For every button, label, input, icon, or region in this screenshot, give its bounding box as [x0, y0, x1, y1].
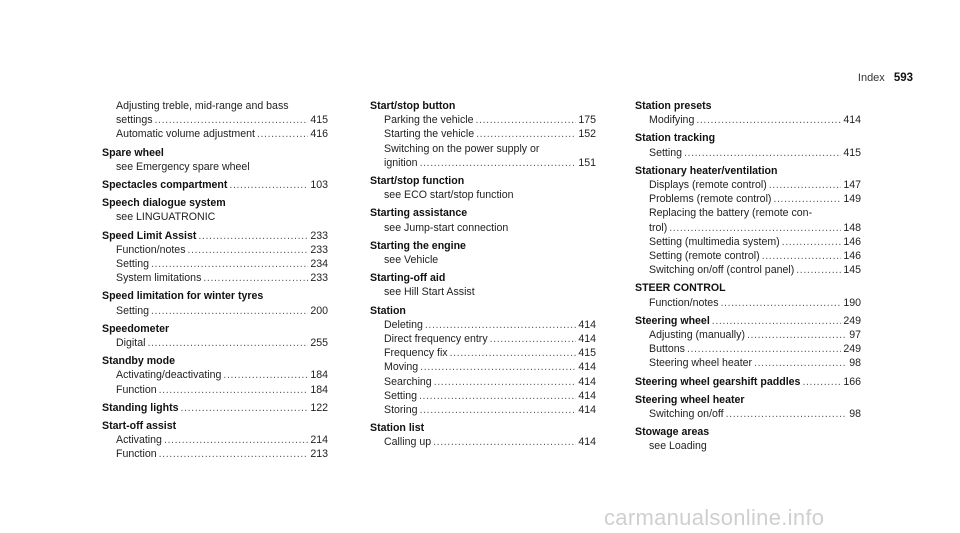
dot-leader — [433, 435, 576, 449]
index-entry — [370, 174, 596, 202]
index-entry-text: Switching on/off (control panel) — [649, 264, 795, 277]
index-heading — [370, 239, 596, 253]
page-reference: 414 — [578, 389, 596, 402]
index-entry-text: Setting — [384, 389, 417, 402]
index-entry-text: Starting the vehicle — [384, 128, 475, 141]
index-entry-text: Stowage areas — [635, 426, 710, 439]
index-entry — [102, 401, 328, 415]
watermark-text: carmanualsonline.info — [604, 505, 825, 530]
dot-leader — [796, 263, 841, 277]
index-heading — [370, 206, 596, 220]
index-entry-text: see Hill Start Assist — [384, 286, 475, 299]
index-entry-text: Setting — [116, 258, 149, 271]
page-reference: 415 — [843, 146, 861, 159]
page-reference: 145 — [843, 264, 861, 277]
index-entry-text: see LINGUATRONIC — [116, 211, 216, 224]
index-entry-text: Digital — [116, 337, 146, 350]
dot-leader — [147, 336, 308, 350]
index-entry-text: Adjusting (manually) — [649, 329, 745, 342]
page-reference: 184 — [310, 383, 328, 396]
index-heading — [102, 419, 328, 433]
page-reference: 98 — [849, 408, 861, 421]
index-entry-text: Steering wheel — [635, 314, 710, 327]
index-entry-text: settings — [116, 114, 153, 127]
index-subentry — [635, 192, 861, 206]
page-reference: 249 — [843, 343, 861, 356]
index-subentry — [102, 127, 328, 141]
page-reference: 98 — [849, 357, 861, 370]
index-entry — [102, 178, 328, 192]
index-heading — [635, 164, 861, 178]
dot-leader — [669, 221, 841, 235]
index-entry-text: Setting — [116, 304, 149, 317]
index-heading — [635, 99, 861, 113]
index-entry-text: Standing lights — [102, 401, 179, 414]
index-heading — [102, 178, 328, 192]
page-reference: 414 — [578, 318, 596, 331]
index-heading — [370, 174, 596, 188]
page-reference: 149 — [843, 193, 861, 206]
page-reference: 414 — [578, 436, 596, 449]
index-entry-text: Storing — [384, 404, 418, 417]
index-entry-text: Automatic volume adjustment — [116, 128, 255, 141]
dot-leader — [159, 447, 309, 461]
dot-leader — [419, 389, 576, 403]
index-heading — [102, 289, 328, 303]
index-entry — [102, 289, 328, 317]
index-entry-text: Setting (multimedia system) — [649, 235, 780, 248]
page-reference: 414 — [578, 333, 596, 346]
page-reference: 200 — [310, 304, 328, 317]
index-subentry — [370, 332, 596, 346]
index-column-2 — [370, 99, 596, 454]
page-reference: 190 — [843, 296, 861, 309]
index-entry — [370, 304, 596, 418]
dot-leader — [151, 304, 308, 318]
dot-leader — [151, 257, 308, 271]
page-reference: 415 — [578, 347, 596, 360]
index-subentry — [635, 178, 861, 192]
index-subentry — [102, 113, 328, 127]
index-entry — [370, 239, 596, 267]
index-entry — [102, 146, 328, 174]
index-entry-text: STEER CONTROL — [635, 282, 726, 295]
dot-leader — [203, 271, 308, 285]
index-entry-text: Station — [370, 304, 406, 317]
page-reference: 414 — [843, 114, 861, 127]
dot-leader — [476, 127, 576, 141]
index-entry — [102, 99, 328, 142]
index-subentry — [370, 318, 596, 332]
index-subentry — [370, 285, 596, 299]
index-entry-text: Steering wheel heater — [649, 357, 753, 370]
page-reference: 151 — [578, 156, 596, 169]
index-entry — [635, 393, 861, 421]
index-entry — [370, 271, 596, 299]
index-entry — [635, 375, 861, 389]
index-entry-text: Searching — [384, 375, 432, 388]
index-entry-text: Standby mode — [102, 355, 175, 368]
index-entry-text: see Emergency spare wheel — [116, 160, 250, 173]
index-entry-text: see Jump-start connection — [384, 221, 509, 234]
page-reference: 233 — [310, 229, 328, 242]
dot-leader — [425, 318, 576, 332]
dot-leader — [164, 433, 308, 447]
dot-leader — [769, 178, 842, 192]
index-heading — [102, 401, 328, 415]
dot-leader — [712, 314, 842, 328]
dot-leader — [754, 356, 847, 370]
index-subentry — [102, 243, 328, 257]
index-entry-text: see Loading — [649, 440, 707, 453]
index-entry-text: Spectacles compartment — [102, 179, 228, 192]
index-heading — [370, 421, 596, 435]
index-entry-text: Starting assistance — [370, 207, 468, 220]
index-subentry — [102, 99, 328, 113]
dot-leader — [181, 401, 309, 415]
page-reference: 234 — [310, 258, 328, 271]
index-heading — [635, 375, 861, 389]
index-column-3 — [635, 99, 861, 458]
index-entry-text: Starting the engine — [370, 239, 466, 252]
index-subentry — [635, 296, 861, 310]
page-reference: 414 — [578, 375, 596, 388]
index-entry — [635, 164, 861, 278]
index-entry-text: Steering wheel gearshift paddles — [635, 375, 801, 388]
index-subentry — [102, 447, 328, 461]
dot-leader — [762, 249, 842, 263]
index-heading — [102, 354, 328, 368]
page-reference: 175 — [578, 114, 596, 127]
index-entry-text: Parking the vehicle — [384, 114, 474, 127]
index-entry-text: Switching on/off — [649, 408, 724, 421]
index-entry-text: Replacing the battery (remote con- — [649, 207, 813, 220]
index-entry — [370, 206, 596, 234]
index-entry-text: Direct frequency entry — [384, 333, 488, 346]
index-subentry — [635, 146, 861, 160]
index-subentry — [370, 142, 596, 156]
index-entry-text: Displays (remote control) — [649, 179, 767, 192]
dot-leader — [696, 113, 841, 127]
index-entry-text: ignition — [384, 156, 418, 169]
index-entry-text: Speech dialogue system — [102, 197, 226, 210]
index-subentry — [102, 160, 328, 174]
index-heading — [635, 131, 861, 145]
index-entry-text: Frequency fix — [384, 347, 448, 360]
index-entry — [102, 196, 328, 224]
index-entry-text: Speed Limit Assist — [102, 229, 197, 242]
index-entry-text: Moving — [384, 361, 419, 374]
index-entry — [635, 99, 861, 127]
index-entry-text: see ECO start/stop function — [384, 189, 514, 202]
dot-leader — [747, 328, 847, 342]
dot-leader — [420, 360, 576, 374]
page-reference: 103 — [310, 179, 328, 192]
index-entry-text: Station list — [370, 422, 425, 435]
page-reference: 414 — [578, 404, 596, 417]
index-entry — [370, 421, 596, 449]
index-subentry — [370, 253, 596, 267]
index-entry-text: Function/notes — [649, 296, 719, 309]
index-subentry — [102, 433, 328, 447]
index-subentry — [370, 188, 596, 202]
dot-leader — [155, 113, 309, 127]
index-entry-text: Calling up — [384, 436, 432, 449]
index-entry-text: Switching on the power supply or — [384, 142, 540, 155]
page-reference: 255 — [310, 337, 328, 350]
index-entry-text: Deleting — [384, 318, 423, 331]
index-entry — [102, 322, 328, 350]
index-entry — [102, 354, 328, 397]
index-subentry — [635, 235, 861, 249]
page-reference: 97 — [849, 329, 861, 342]
index-entry-text: Stationary heater/ventilation — [635, 164, 778, 177]
dot-leader — [420, 403, 577, 417]
index-subentry — [370, 221, 596, 235]
dot-leader — [726, 407, 848, 421]
page-reference: 233 — [310, 272, 328, 285]
dot-leader — [198, 229, 308, 243]
index-heading — [370, 99, 596, 113]
index-entry-text: Station presets — [635, 100, 712, 112]
index-entry-text: Start/stop function — [370, 175, 465, 188]
index-entry-text: Station tracking — [635, 132, 716, 145]
page-reference: 233 — [310, 243, 328, 256]
page-number: 593 — [893, 72, 913, 84]
page-reference: 148 — [843, 221, 861, 234]
index-entry-text: Start-off assist — [102, 420, 177, 433]
index-entry-text: Activating — [116, 434, 162, 447]
index-subentry — [370, 360, 596, 374]
index-entry-text: Setting (remote control) — [649, 250, 760, 263]
page-reference: 146 — [843, 235, 861, 248]
index-entry-text: Start/stop button — [370, 100, 456, 112]
dot-leader — [420, 156, 577, 170]
index-subentry — [370, 156, 596, 170]
index-entry-text: Buttons — [649, 343, 685, 356]
dot-leader — [434, 375, 577, 389]
dot-leader — [257, 127, 308, 141]
page-reference: 214 — [310, 434, 328, 447]
page-reference: 184 — [310, 369, 328, 382]
dot-leader — [773, 192, 841, 206]
dot-leader — [687, 342, 841, 356]
index-subentry — [635, 249, 861, 263]
dot-leader — [782, 235, 842, 249]
index-heading — [635, 425, 861, 439]
page-header — [858, 72, 913, 84]
page-reference: 414 — [578, 361, 596, 374]
dot-leader — [229, 178, 308, 192]
index-subentry — [635, 206, 861, 220]
index-entry-text: trol) — [649, 221, 668, 234]
index-entry-text: System limitations — [116, 272, 202, 285]
index-subentry — [370, 113, 596, 127]
dot-leader — [159, 383, 309, 397]
page-reference: 213 — [310, 448, 328, 461]
page-reference: 415 — [310, 114, 328, 127]
index-heading — [102, 229, 328, 243]
page-reference: 122 — [310, 401, 328, 414]
index-entry — [635, 425, 861, 453]
index-entry-text: Function — [116, 448, 157, 461]
page-reference: 146 — [843, 250, 861, 263]
index-column-1 — [102, 99, 328, 466]
page-reference: 152 — [578, 128, 596, 141]
index-heading — [102, 146, 328, 160]
index-entry-text: Speed limitation for winter tyres — [102, 290, 264, 303]
index-heading — [635, 314, 861, 328]
index-entry-text: Modifying — [649, 114, 695, 127]
index-subentry — [102, 368, 328, 382]
index-entry — [102, 419, 328, 462]
index-entry-text: Spare wheel — [102, 146, 164, 159]
index-subentry — [635, 328, 861, 342]
index-subentry — [370, 389, 596, 403]
index-entry-text: Function/notes — [116, 243, 186, 256]
index-entry — [102, 229, 328, 286]
dot-leader — [802, 375, 841, 389]
index-subentry — [370, 435, 596, 449]
page-reference: 416 — [310, 128, 328, 141]
dot-leader — [684, 146, 841, 160]
index-subentry — [102, 210, 328, 224]
index-entry-text: Steering wheel heater — [635, 393, 745, 406]
dot-leader — [223, 368, 308, 382]
index-subentry — [370, 375, 596, 389]
index-subentry — [102, 383, 328, 397]
index-subentry — [102, 336, 328, 350]
dot-leader — [450, 346, 577, 360]
index-heading — [370, 304, 596, 318]
index-entry — [635, 314, 861, 371]
index-entry-text: Setting — [649, 146, 682, 159]
index-subentry — [102, 271, 328, 285]
index-entry — [635, 131, 861, 159]
dot-leader — [476, 113, 577, 127]
page-reference: 147 — [843, 179, 861, 192]
page-reference: 166 — [843, 375, 861, 388]
index-entry — [370, 99, 596, 170]
index-entry-text: Speedometer — [102, 322, 170, 335]
dot-leader — [188, 243, 309, 257]
index-subentry — [635, 439, 861, 453]
dot-leader — [490, 332, 577, 346]
index-subentry — [102, 257, 328, 271]
index-subentry — [635, 221, 861, 235]
index-subentry — [370, 127, 596, 141]
index-subentry — [102, 304, 328, 318]
header-label: Index — [857, 72, 885, 84]
index-subentry — [635, 263, 861, 277]
index-entry-text: Adjusting treble, mid-range and bass — [116, 100, 289, 112]
index-entry-text: Problems (remote control) — [649, 193, 772, 206]
index-subentry — [635, 407, 861, 421]
index-heading — [102, 322, 328, 336]
index-heading — [370, 271, 596, 285]
page-reference: 249 — [843, 314, 861, 327]
index-heading — [635, 281, 861, 295]
index-heading — [635, 393, 861, 407]
index-subentry — [370, 346, 596, 360]
index-subentry — [635, 113, 861, 127]
dot-leader — [721, 296, 842, 310]
index-subentry — [635, 342, 861, 356]
index-subentry — [635, 356, 861, 370]
index-heading — [102, 196, 328, 210]
index-subentry — [370, 403, 596, 417]
index-entry-text: Function — [116, 383, 157, 396]
index-entry — [635, 281, 861, 309]
index-entry-text: see Vehicle — [384, 254, 439, 267]
index-entry-text: Starting-off aid — [370, 272, 446, 285]
index-entry-text: Activating/deactivating — [116, 369, 222, 382]
